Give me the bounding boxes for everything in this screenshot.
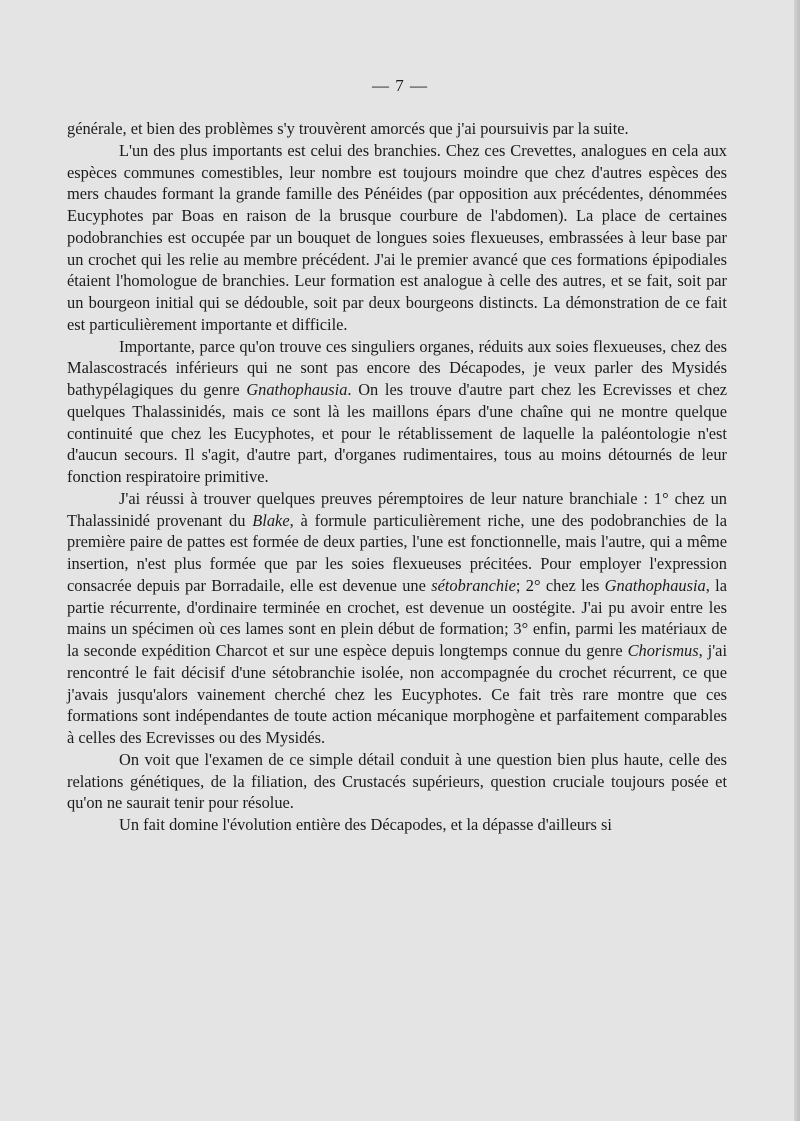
text-run: générale, et bien des problèmes s'y trouvèrent amorcés que j'ai poursuivis par la suite. <box>67 119 629 138</box>
paragraph <box>67 336 727 488</box>
scan-edge <box>794 0 800 1121</box>
text-run: On voit que l'examen de ce simple détail conduit à une question bien plus haute, celle des relations génétiques, de la filiation, des Crustacés supérieurs, question cruciale toujours posée et qu'on ne saurait tenir pour résolue. <box>67 749 727 813</box>
italic-term: Gnathophausia <box>604 575 706 595</box>
italic-term: sétobranchie <box>431 575 516 595</box>
text-run: , la partie récurrente, d'ordinaire terminée en crochet, est devenue un oostégite. J'ai pu avoir entre les mains un spécimen où ces lames sont en plein début de formation; 3° enfin, parmi les matériaux de la seconde expédition Charcot et sur une espèce depuis longtemps connue du genre <box>67 575 728 660</box>
italic-term: Blake <box>252 510 290 530</box>
text-run: Importante, parce qu'on trouve ces singuliers organes, réduits aux soies flexueuses, chez des Malascostracés inférieurs qui ne sont pas encore des Décapodes, je veux parler des Mysidés bathypélagiques du genre <box>67 336 727 399</box>
paragraph <box>67 118 727 140</box>
page-number: — 7 — <box>372 76 428 95</box>
paragraph <box>67 814 727 836</box>
text-run: , à formule particulièrement riche, une des podobranchies de la première paire de pattes est formée de deux parties, l'une est fonctionnelle, mais l'autre, qui a même insertion, n'est plus formée que par les soies flexueuses précitées. Pour employer l'expression consacrée depuis par Borradaile, elle est devenue une <box>67 510 727 595</box>
italic-term: Gnathophausia <box>246 380 348 399</box>
text-run: ; 2° chez les <box>515 575 605 595</box>
paragraph <box>67 488 727 749</box>
italic-term: Chorismus <box>627 641 699 660</box>
body-text <box>67 118 727 836</box>
paragraph <box>67 749 727 814</box>
text-run: Un fait domine l'évolution entière des Décapodes, et la dépasse d'ailleurs si <box>119 815 612 834</box>
text-run: , j'ai rencontré le fait décisif d'une sétobranchie isolée, non accompagnée du crochet récurrent, ce que j'avais jusqu'alors vainement cherché chez les Eucyphotes. Ce fait très rare montre que ces formations sont indépendantes de toute action mécanique morphogène et parfaitement comparables à celles des Ecrevisses ou des Mysidés. <box>67 641 728 747</box>
text-run: . On les trouve d'autre part chez les Ecrevisses et chez quelques Thalassinidés, mais ce sont là les maillons épars d'une chaîne qui ne montre quelque continuité que chez les Eucyphotes, et pour le rétablissement de laquelle la paléontologie n'est d'aucun secours. Il s'agit, d'autre part, d'organes rudimentaires, tous au moins détournés de leur fonction respiratoire primitive. <box>67 380 727 486</box>
text-run: J'ai réussi à trouver quelques preuves péremptoires de leur nature branchiale : 1° chez un Thalassinidé provenant du <box>67 488 727 530</box>
paragraph <box>67 140 727 336</box>
text-run: L'un des plus importants est celui des branchies. Chez ces Crevettes, analogues en cela aux espèces communes comestibles, leur nombre est toujours moindre que chez d'autres espèces des mers chaudes formant la grande famille des Pénéides (par opposition aux précédentes, dénommées Eucyphotes par Boas en raison de la brusque courbure de l'abdomen). La place de certaines podobranchies est occupée par un bouquet de longues soies flexueuses, embrassées à leur base par un crochet qui les relie au membre précédent. J'ai le premier avancé que ces formations épipodiales étaient l'homologue de branchies. Leur formation est analogue à celle des autres, et se fait, soit par un bourgeon initial qui se dédouble, soit par deux bourgeons distincts. La démonstration de ce fait est particulièrement importante et difficile. <box>67 140 727 334</box>
